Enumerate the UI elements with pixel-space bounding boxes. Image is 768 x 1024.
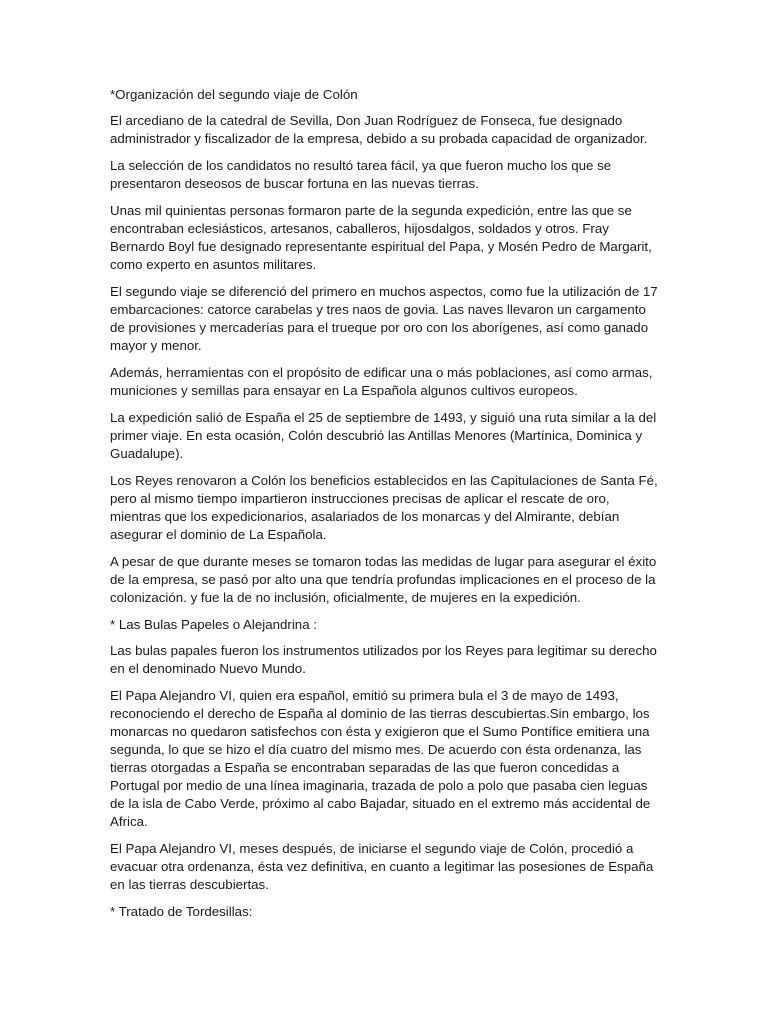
paragraph-primera-bula: El Papa Alejandro VI, quien era español, emitió su primera bula el 3 de mayo de 1493, reconociendo el derecho de España al dominio de las tierras descubiertas.Sin embargo, los monarcas no quedaron satisfechos con ésta y exigieron que el Sumo Pontífice emitiera una segunda, lo que se hizo el día cuatro del mismo mes. De acuerdo con ésta ordenanza, las tierras otorgadas a España se encontraban separadas de las que fueron concedidas a Portugal por medio de una línea imaginaria, trazada de polo a polo que pasaba cien leguas de la isla de Cabo Verde, próximo al cabo Bajadar, situado en el extremo más accidental de Africa. bbox=[110, 688, 651, 829]
section-heading-organizacion: *Organización del segundo viaje de Colón bbox=[110, 87, 358, 102]
paragraph-reyes: Los Reyes renovaron a Colón los beneficios establecidos en las Capitulaciones de Santa Fé, pero al mismo tiempo impartieron instrucciones precisas de aplicar el rescate de oro, mientras que los expedicionarios, asalariados de los monarcas y del Almirante, debían asegurar el dominio de La Española. bbox=[110, 473, 658, 542]
paragraph-herramientas: Además, herramientas con el propósito de edificar una o más poblaciones, así como armas, municiones y semillas para ensayar en La Española algunos cultivos europeos. bbox=[110, 365, 653, 398]
paragraph-embarcaciones: El segundo viaje se diferenció del primero en muchos aspectos, como fue la utilización de 17 embarcaciones: catorce carabelas y tres naos de govia. Las naves llevaron un cargamento de provisiones y mercaderías para el trueque por oro con los aborígenes, así como ganado mayor y menor. bbox=[110, 284, 658, 353]
paragraph-mujeres: A pesar de que durante meses se tomaron todas las medidas de lugar para asegurar el éxito de la empresa, se pasó por alto una que tendría profundas implicaciones en el proceso de la colonización. y fue la de no inclusión, oficialmente, de mujeres en la expedición. bbox=[110, 554, 657, 605]
section-heading-tordesillas: * Tratado de Tordesillas: bbox=[110, 904, 253, 919]
paragraph-salida: La expedición salió de España el 25 de septiembre de 1493, y siguió una ruta similar a la del primer viaje. En esta ocasión, Colón descubrió las Antillas Menores (Martínica, Dominica y Guadalupe). bbox=[110, 410, 657, 461]
section-heading-bulas: * Las Bulas Papeles o Alejandrina : bbox=[110, 617, 317, 632]
paragraph-ordenanza-definitiva: El Papa Alejandro VI, meses después, de iniciarse el segundo viaje de Colón, procedió a evacuar otra ordenanza, ésta vez definitiva, en cuanto a legitimar las posesiones de España en las tierras descubiertas. bbox=[110, 841, 654, 892]
paragraph-expedicion: Unas mil quinientas personas formaron parte de la segunda expedición, entre las que se encontraban eclesiásticos, artesanos, caballeros, hijosdalgos, soldados y otros. Fray Bernardo Boyl fue designado representante espiritual del Papa, y Mosén Pedro de Margarit, como experto en asuntos militares. bbox=[110, 203, 652, 272]
paragraph-bulas-papales: Las bulas papales fueron los instrumentos utilizados por los Reyes para legitimar su derecho en el denominado Nuevo Mundo. bbox=[110, 643, 657, 676]
document-page bbox=[110, 86, 660, 929]
paragraph-candidatos: La selección de los candidatos no resultó tarea fácil, ya que fueron mucho los que se presentaron deseosos de buscar fortuna en las nuevas tierras. bbox=[110, 158, 612, 191]
paragraph-fonseca: El arcediano de la catedral de Sevilla, Don Juan Rodríguez de Fonseca, fue designado administrador y fiscalizador de la empresa, debido a su probada capacidad de organizador. bbox=[110, 113, 648, 146]
